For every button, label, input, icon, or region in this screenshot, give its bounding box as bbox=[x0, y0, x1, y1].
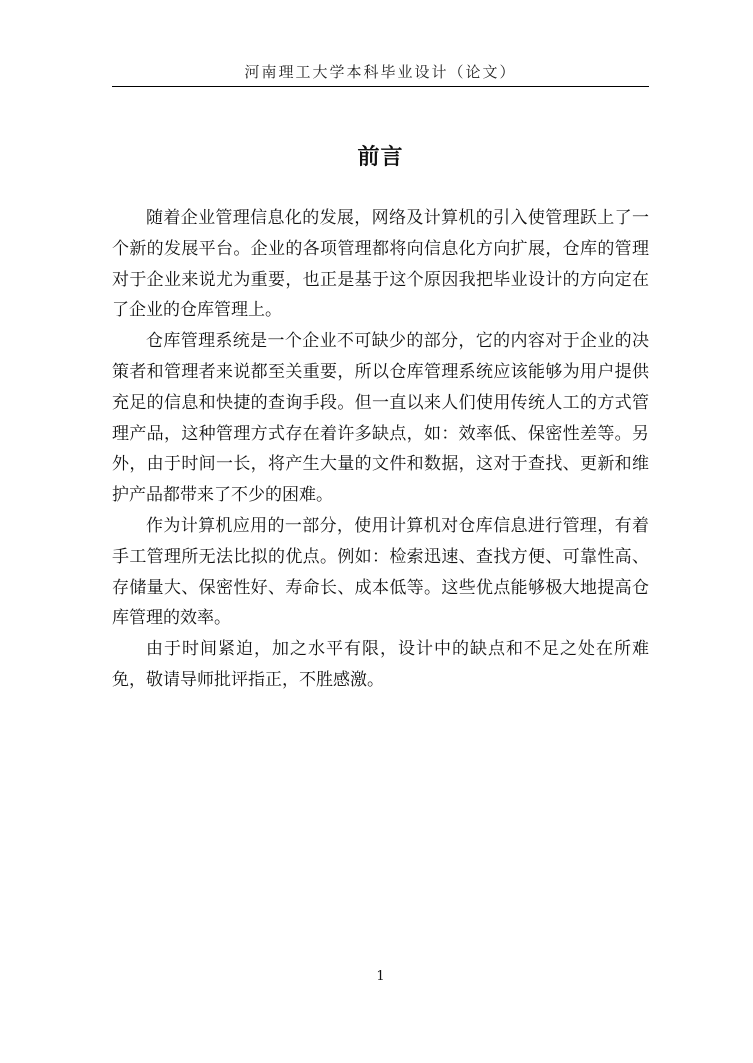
page-header bbox=[112, 62, 649, 87]
page-number: 1 bbox=[376, 969, 385, 984]
paragraph: 由于时间紧迫，加之水平有限，设计中的缺点和不足之处在所难免，敬请导师批评指正，不胜感激。 bbox=[112, 639, 649, 690]
paragraph: 作为计算机应用的一部分，使用计算机对仓库信息进行管理，有着手工管理所无法比拟的优点。例如：检索迅速、查找方便、可靠性高、存储量大、保密性好、寿命长、成本低等。这些优点能够极大地提高仓库管理的效率。 bbox=[112, 515, 649, 629]
paragraph: 随着企业管理信息化的发展，网络及计算机的引入使管理跃上了一个新的发展平台。企业的各项管理都将向信息化方向扩展，仓库的管理对于企业来说尤为重要，也正是基于这个原因我把毕业设计的方向定在了企业的仓库管理上。 bbox=[112, 208, 649, 321]
page-header-text: 河南理工大学本科毕业设计（论文） bbox=[244, 63, 517, 81]
page-title: 前言 bbox=[357, 144, 404, 170]
body-text bbox=[112, 203, 649, 696]
paragraph: 仓库管理系统是一个企业不可缺少的部分，它的内容对于企业的决策者和管理者来说都至关重要，所以仓库管理系统应该能够为用户提供充足的信息和快捷的查询手段。但一直以来人们使用传统人工的方式管理产品，这种管理方式存在着许多缺点，如：效率低、保密性差等。另外，由于时间一长，将产生大量的文件和数据，这对于查找、更新和维护产品都带来了不少的困难。 bbox=[112, 331, 649, 506]
